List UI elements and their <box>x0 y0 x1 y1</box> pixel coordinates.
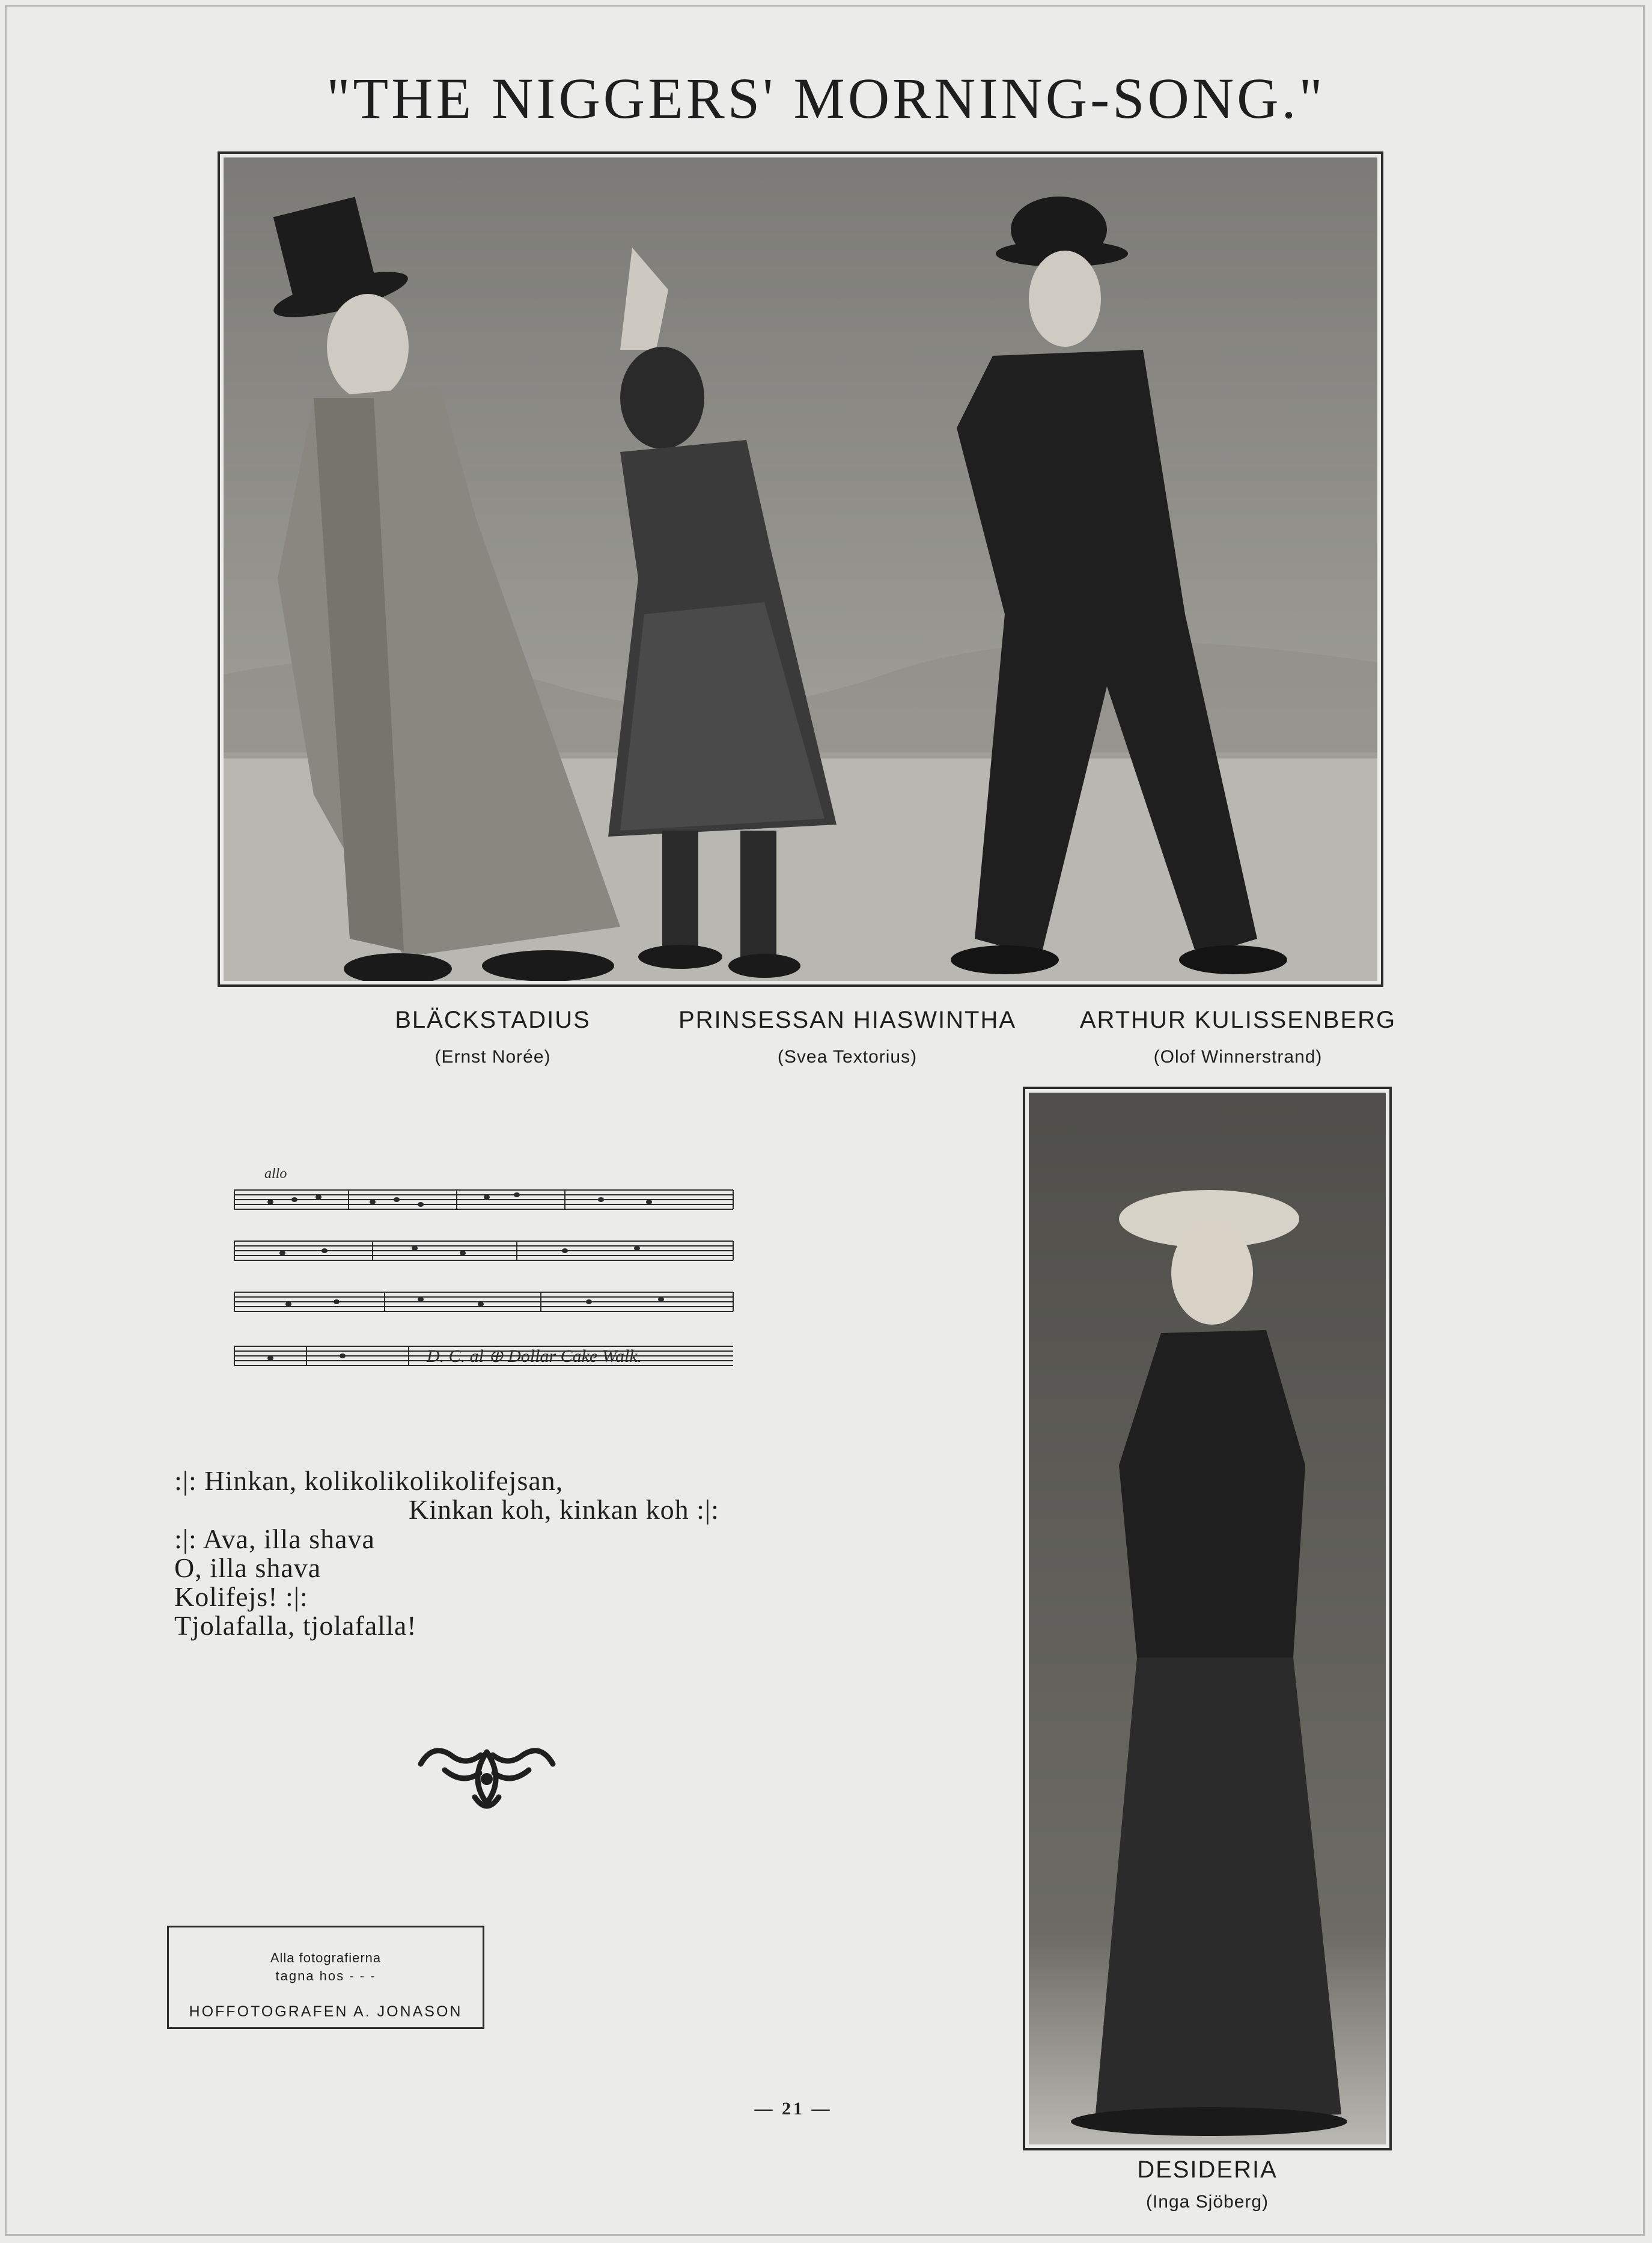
caption-actor: (Inga Sjöberg) <box>1145 2192 1269 2212</box>
staff-1 <box>234 1190 733 1209</box>
tempo-mark: allo <box>264 1166 287 1182</box>
caption-kulissenberg <box>1052 1007 1424 1067</box>
caption-role: BLÄCKSTADIUS <box>395 1007 591 1033</box>
portrait-illustration <box>1029 1093 1386 2144</box>
caption-desideria <box>1023 2156 1392 2212</box>
photo-credit-box <box>167 1926 484 2029</box>
music-score <box>228 1166 739 1394</box>
lyrics-line: Tjolafalla, tjolafalla! <box>174 1610 417 1641</box>
lyrics-line: :|: Ava, illa shava <box>174 1523 375 1554</box>
photo-credit-line: Alla fotografierna <box>270 1950 382 1965</box>
caption-actor: (Svea Textorius) <box>777 1047 918 1067</box>
caption-actor: (Ernst Norée) <box>434 1047 551 1067</box>
lyrics-line: Kolifejs! :|: <box>174 1581 308 1613</box>
lyrics-line: Kinkan koh, kinkan koh :|: <box>409 1494 719 1525</box>
top-group-photo <box>224 157 1377 981</box>
photo-credit-photographer: HOFFOTOGRAFEN A. JONASON <box>189 2003 463 2020</box>
desideria-portrait <box>1029 1093 1386 2144</box>
song-lyrics <box>174 1466 719 1641</box>
caption-hiaswintha <box>643 1007 1052 1067</box>
caption-blackstadius <box>337 1007 649 1067</box>
caption-role: PRINSESSAN HIASWINTHA <box>678 1007 1017 1033</box>
staff-2 <box>234 1241 733 1260</box>
caption-role: ARTHUR KULISSENBERG <box>1079 1007 1397 1033</box>
closing-note: D. C. al ⊕ Dollar Cake Walk. <box>427 1346 642 1366</box>
ornament-icon <box>409 1731 565 1821</box>
page-number: — 21 — <box>754 2099 832 2119</box>
page-title: "THE NIGGERS' MORNING-SONG." <box>326 66 1326 130</box>
staff-3 <box>234 1292 733 1311</box>
photo-credit-line: tagna hos - - - <box>275 1968 376 1983</box>
lyrics-line: :|: Hinkan, kolikolikolikolifejsan, <box>174 1465 564 1496</box>
caption-role: DESIDERIA <box>1137 2156 1278 2183</box>
top-photo-illustration <box>224 157 1377 981</box>
caption-actor: (Olof Winnerstrand) <box>1153 1047 1323 1067</box>
lyrics-line: O, illa shava <box>174 1552 322 1583</box>
